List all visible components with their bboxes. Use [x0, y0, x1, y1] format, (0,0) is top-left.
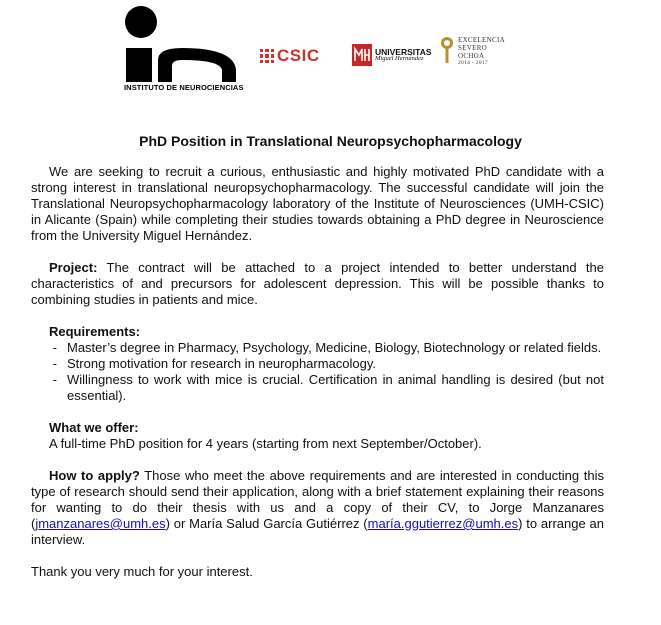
severo-ochoa-line-2: SEVERO — [458, 44, 488, 53]
requirement-item — [31, 340, 604, 356]
requirement-text: Strong motivation for research in neuropharmacology. — [67, 356, 377, 371]
document-body — [31, 164, 604, 580]
offer-section — [31, 420, 604, 452]
apply-paragraph — [31, 468, 604, 548]
severo-ochoa-years: 2014 - 2017 — [458, 60, 488, 67]
bullet-dash: - — [52, 356, 57, 371]
apply-text-a: Those who meet the above requirements and are interested in conducting this type of research should send their application, along with a brief statement explaining their reasons for wanting to do their thesis with us and a copy of their CV, to Jorge Manzanares ( — [31, 468, 604, 531]
requirement-item — [31, 356, 604, 372]
severo-ochoa-logo — [440, 36, 505, 66]
project-label: Project: — [49, 260, 98, 275]
umh-emblem-icon — [352, 44, 372, 66]
requirement-item — [31, 372, 604, 404]
closing-line: Thank you very much for your interest. — [31, 564, 253, 579]
apply-label: How to apply? — [49, 468, 140, 483]
requirements-section — [31, 324, 604, 404]
severo-ochoa-line-3: OCHOA — [458, 52, 485, 61]
requirement-text: Willingness to work with mice is crucial. Certification in animal handling is desired (but not essential). — [67, 372, 604, 403]
apply-text-c: ) to arrange an interview. — [31, 516, 604, 547]
csic-logo — [260, 46, 320, 66]
bullet-dash: - — [52, 340, 57, 355]
severo-ochoa-line-1: EXCELENCIA — [458, 36, 505, 44]
logo-header — [0, 0, 661, 100]
umh-logo — [352, 44, 432, 66]
severo-ochoa-emblem-icon — [440, 36, 454, 64]
apply-text-b: ) or María Salud García Gutiérrez ( — [165, 516, 368, 531]
offer-heading: What we offer: — [49, 420, 139, 435]
project-paragraph — [31, 260, 604, 308]
page-title: PhD Position in Translational Neuropsychopharmacology — [139, 133, 522, 149]
csic-wordmark: CSIC — [277, 46, 320, 65]
requirements-heading: Requirements: — [49, 324, 141, 339]
requirement-text: Master’s degree in Pharmacy, Psychology, Medicine, Biology, Biotechnology or related fields. — [67, 340, 602, 355]
project-text: The contract will be attached to a project intended to better understand the characteristics of and precursors for adolescent depression. This will be possible thanks to combining studies in patients and mice. — [31, 260, 604, 307]
email-link-manzanares[interactable]: jmanzanares@umh.es — [35, 516, 166, 531]
bullet-dash: - — [52, 372, 57, 387]
email-link-garcia[interactable]: maría.ggutierrez@umh.es — [367, 516, 519, 531]
csic-emblem-icon — [260, 49, 274, 63]
umh-subtitle: Miguel Hernández — [375, 55, 424, 62]
offer-text: A full-time PhD position for 4 years (starting from next September/October). — [49, 436, 482, 451]
umh-wordmark: UNIVERSITAS — [375, 46, 432, 57]
institute-caption: INSTITUTO DE NEUROCIENCIAS — [124, 83, 244, 92]
intro-paragraph: We are seeking to recruit a curious, enthusiastic and highly motivated PhD candidate with a strong interest in translational neuropsychopharmacology. The successful candidate will join the Translational Neuropsychopharmacology laboratory of the Institute of Neurosciences (UMH-CSIC) in Alicante (Spain) while completing their studies towards obtaining a PhD degree in Neuroscience from the University Miguel Hernández. — [31, 164, 604, 243]
